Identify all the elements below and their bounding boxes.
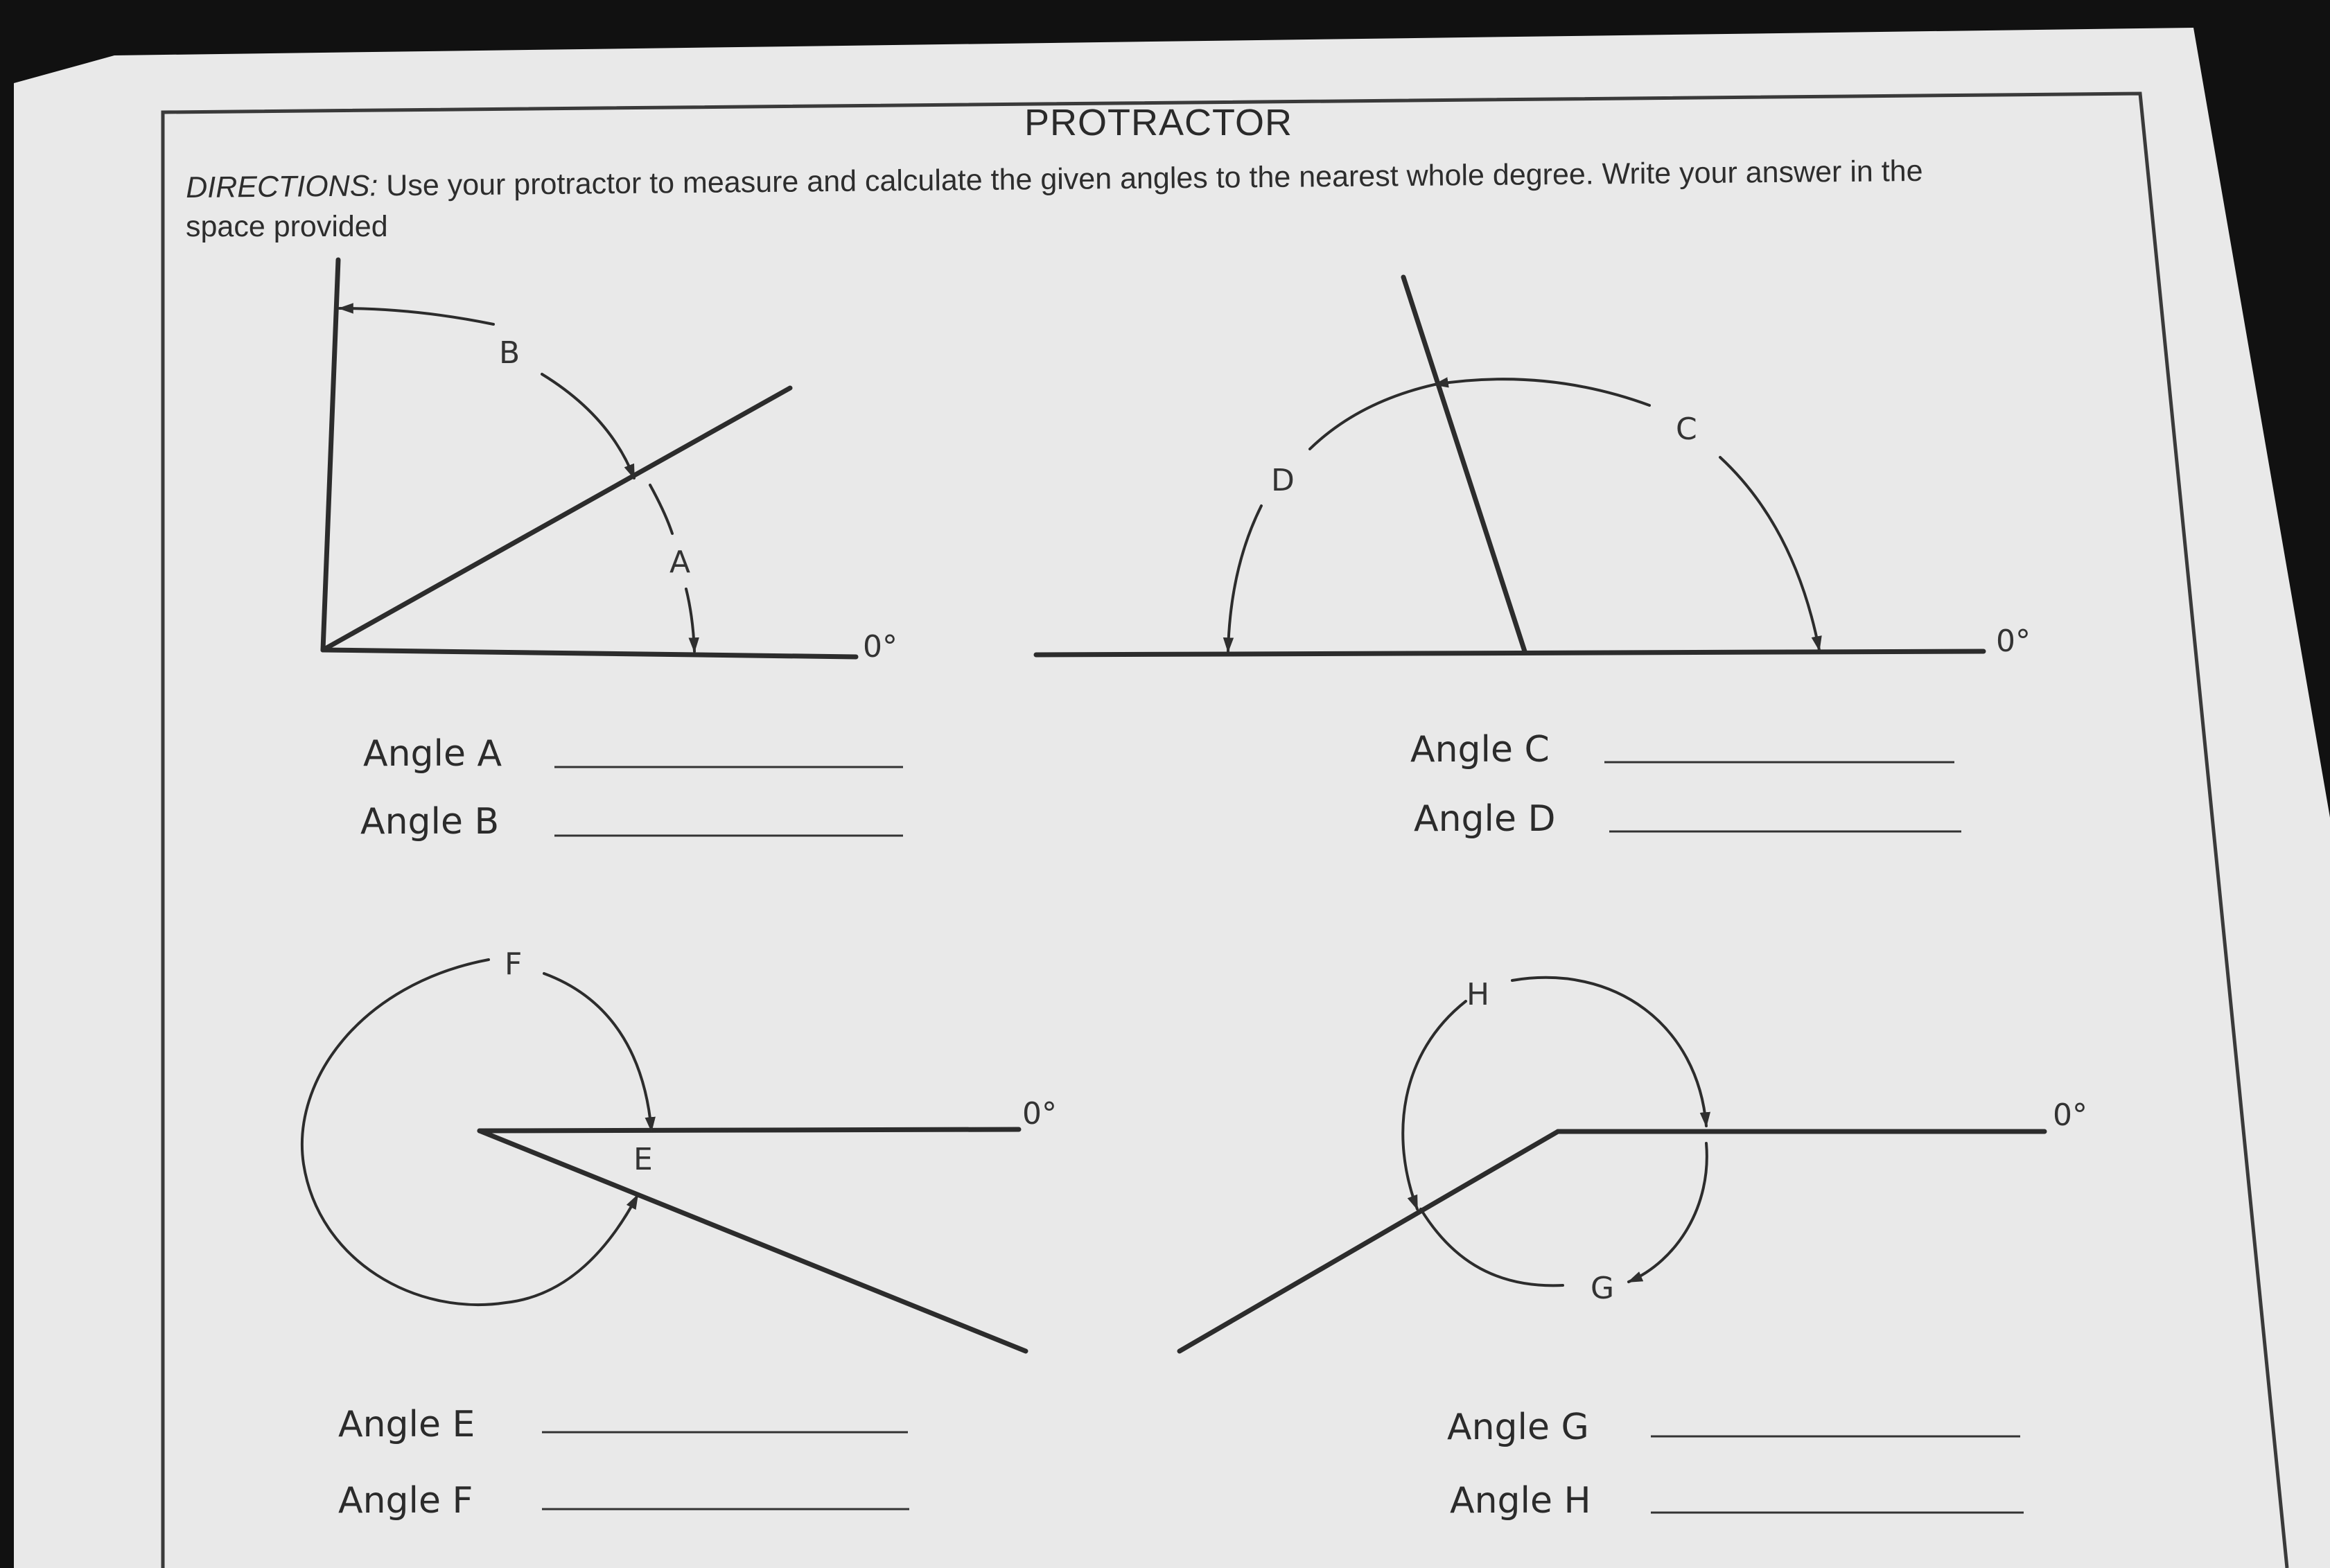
label-angle-e: Angle E (338, 1404, 475, 1445)
fig4-zero-label: 0° (2053, 1098, 2087, 1133)
label-angle-a: Angle A (363, 733, 502, 775)
page-title: PROTRACTOR (1024, 102, 1293, 143)
fig1-zero-label: 0° (863, 629, 897, 664)
directions-label: DIRECTIONS: (185, 169, 378, 204)
fig3-base-ray (480, 1129, 1019, 1131)
fig1-label-b: B (499, 335, 520, 371)
fig4-label-h: H (1466, 977, 1490, 1012)
fig2-base-ray (1036, 651, 1983, 655)
fig4-label-g: G (1591, 1271, 1615, 1306)
label-angle-b: Angle B (360, 801, 500, 843)
directions-text: Use your protractor to measure and calculate the given angles to the nearest whole degree. Write your answer in the (386, 154, 1923, 203)
label-angle-c: Angle C (1410, 729, 1550, 770)
fig3-zero-label: 0° (1022, 1096, 1057, 1131)
label-angle-h: Angle H (1450, 1480, 1591, 1522)
fig2-label-d: D (1271, 463, 1295, 498)
fig1-label-a: A (669, 545, 691, 580)
label-angle-g: Angle G (1447, 1407, 1589, 1448)
fig2-label-c: C (1676, 412, 1697, 447)
label-angle-f: Angle F (338, 1480, 473, 1522)
fig3-label-f: F (505, 946, 523, 982)
directions-line-2: space provided (186, 210, 388, 243)
label-angle-d: Angle D (1414, 798, 1556, 840)
fig3-label-e: E (633, 1142, 653, 1177)
fig2-zero-label: 0° (1996, 624, 2031, 659)
paper-sheet (14, 28, 2330, 1568)
